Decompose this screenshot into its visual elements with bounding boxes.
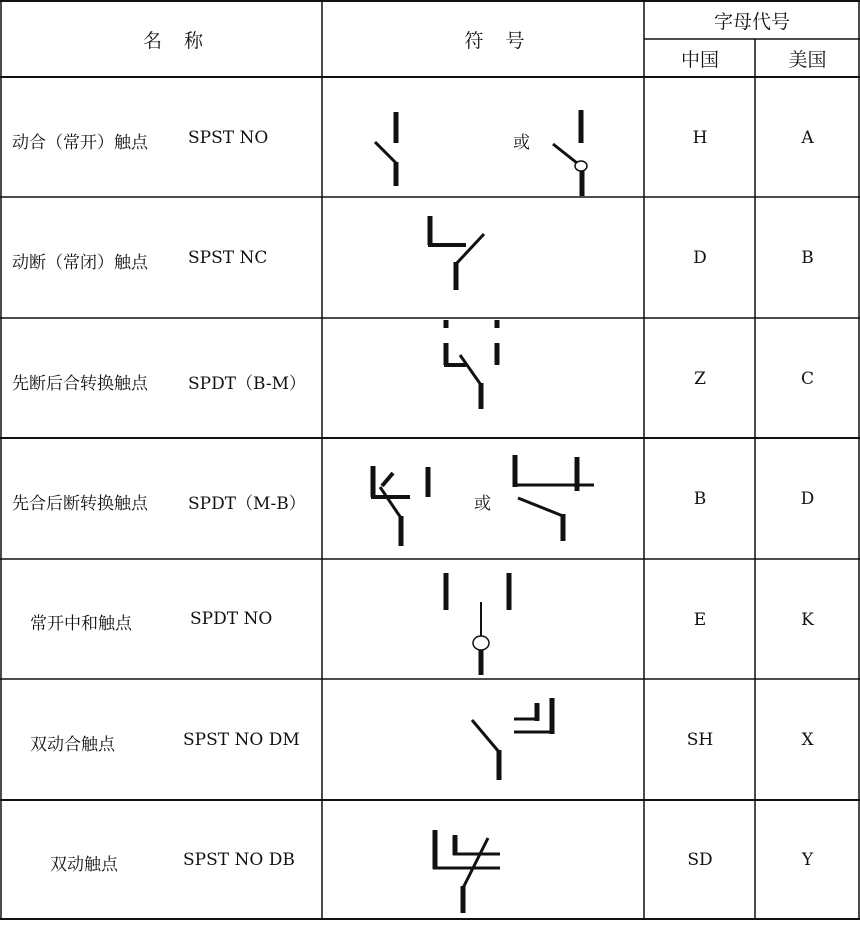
row-name-en: SPST NO [188,128,269,148]
row-code-china: E [693,609,707,630]
or-label: 或 [513,133,530,153]
spdt-break-before-make-icon [444,320,497,409]
row-name-cn: 常开中和触点 [30,614,132,634]
spst-no-double-make-icon [472,698,553,780]
row-name-en: SPDT NO [190,609,273,629]
header-name: 名称 [142,30,225,52]
row-code-china: B [693,489,707,509]
or-label: 或 [474,494,491,514]
row-code-usa: Y [801,850,814,870]
spdt-make-before-break-icon [371,466,428,546]
row-code-china: D [693,248,707,268]
header-symbol: 符号 [464,30,547,52]
row-code-usa: C [800,368,814,389]
spdt-make-before-break-alt-icon [513,455,594,541]
spst-no-contact-icon [375,112,396,186]
header-usa: 美国 [788,49,827,71]
row-name-cn: 双动合触点 [30,735,115,755]
row-code-china: Z [694,368,706,389]
row-code-china: SD [687,850,713,870]
header-china: 中国 [680,49,719,71]
row-name-cn: 先合后断转换触点 [12,494,148,514]
spdt-no-center-off-icon [446,573,509,675]
row-name-en: SPST NC [188,248,268,268]
header-letter-code: 字母代号 [713,11,790,33]
row-code-usa: A [801,127,814,148]
row-name-en: SPST NO DM [183,730,300,750]
row-name-en: SPST NO DB [183,850,295,870]
row-code-china: H [692,127,708,148]
row-name-en: SPDT（M-B） [188,494,306,514]
row-name-cn: 动断（常闭）触点 [12,253,148,273]
row-name-cn: 动合（常开）触点 [12,133,148,153]
spst-nc-contact-icon [428,216,484,290]
row-code-usa: D [800,489,815,509]
row-name-cn: 先断后合转换触点 [12,374,148,394]
spst-no-contact-alt-icon [553,110,587,196]
row-name-cn: 双动触点 [50,855,118,875]
row-code-usa: K [801,609,814,630]
row-code-usa: X [801,730,814,750]
row-code-china: SH [686,730,714,750]
row-code-usa: B [801,248,814,268]
spst-no-double-break-icon [433,830,500,913]
row-name-en: SPDT（B-M） [188,374,307,394]
